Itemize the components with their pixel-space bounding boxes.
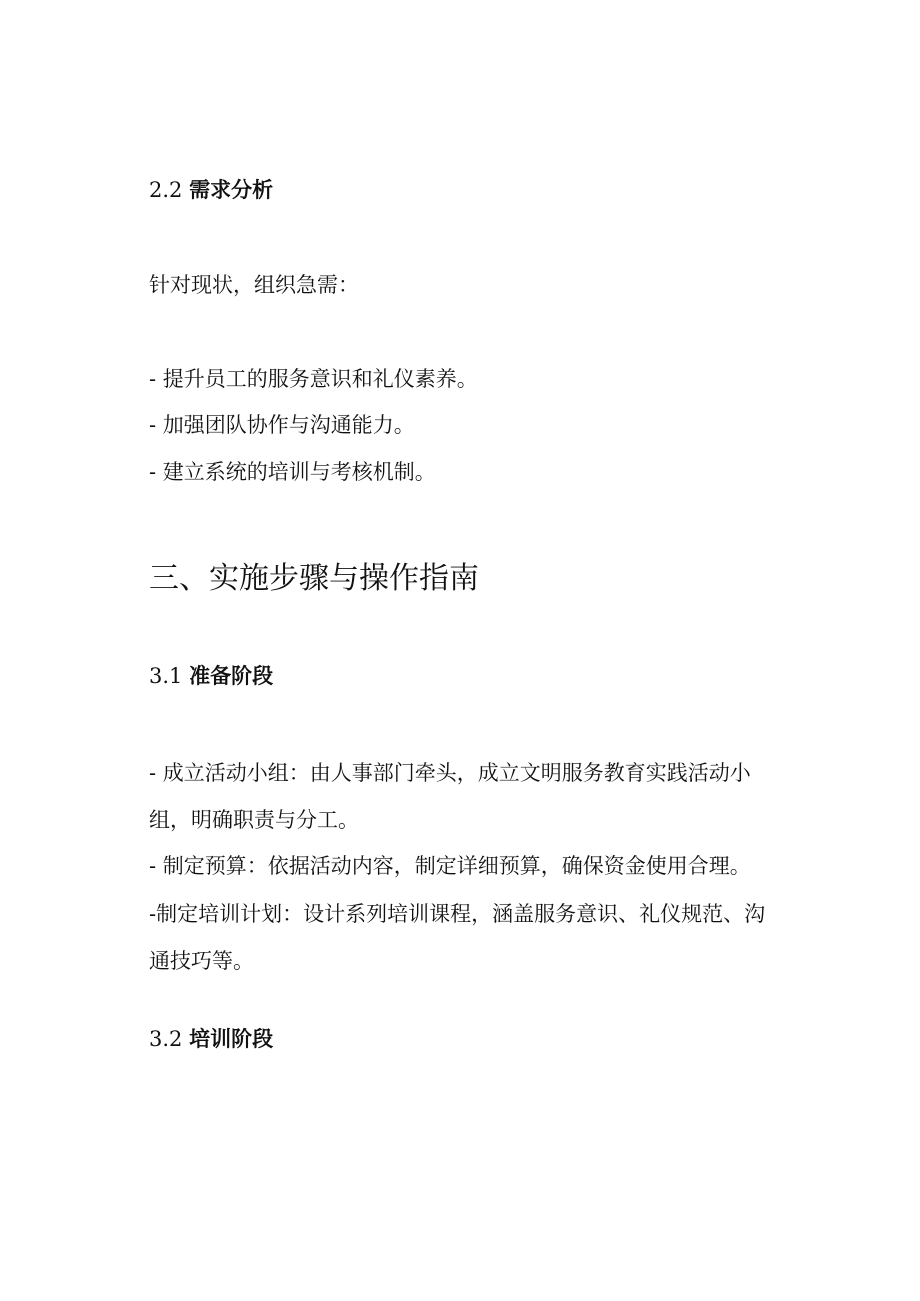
subheading-2-2 — [149, 180, 273, 201]
subheading-title: 培训阶段 — [189, 1027, 274, 1051]
subheading-number: 2.2 — [149, 178, 183, 202]
subheading-3-2 — [149, 1029, 273, 1050]
section-heading-3: 三、实施步骤与操作指南 — [149, 561, 479, 596]
prep-item-3-line-2: 通技巧等。 — [149, 949, 254, 973]
subheading-title: 准备阶段 — [189, 664, 274, 688]
subheading-number: 3.2 — [149, 1027, 183, 1051]
needs-intro: 针对现状，组织急需： — [149, 273, 359, 297]
needs-item-2: - 加强团队协作与沟通能力。 — [149, 413, 415, 437]
subheading-title: 需求分析 — [189, 178, 274, 202]
prep-item-2: - 制定预算：依据活动内容，制定详细预算，确保资金使用合理。 — [149, 854, 751, 878]
prep-item-1-line-2: 组，明确职责与分工。 — [149, 808, 359, 832]
prep-item-1-line-1: - 成立活动小组：由人事部门牵头，成立文明服务教育实践活动小 — [149, 761, 751, 785]
subheading-3-1 — [149, 666, 273, 687]
prep-item-3-line-1: -制定培训计划：设计系列培训课程，涵盖服务意识、礼仪规范、沟 — [149, 902, 766, 926]
subheading-number: 3.1 — [149, 664, 183, 688]
needs-item-1: - 提升员工的服务意识和礼仪素养。 — [149, 367, 478, 391]
needs-item-3: - 建立系统的培训与考核机制。 — [149, 460, 436, 484]
